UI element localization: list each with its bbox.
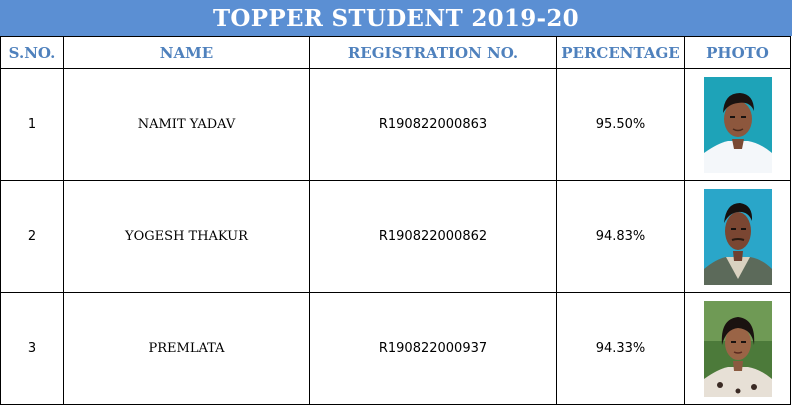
cell-name: PREMLATA [64, 293, 310, 405]
student-photo [704, 77, 772, 173]
header-registration: REGISTRATION NO. [310, 37, 557, 69]
header-name: NAME [64, 37, 310, 69]
header-sno: S.NO. [1, 37, 64, 69]
cell-registration: R190822000863 [310, 69, 557, 181]
table-row [1, 69, 791, 181]
cell-percentage: 94.33% [557, 293, 685, 405]
cell-percentage: 94.83% [557, 181, 685, 293]
header-percentage: PERCENTAGE [557, 37, 685, 69]
cell-sno: 3 [1, 293, 64, 405]
cell-photo [685, 181, 791, 293]
cell-registration: R190822000862 [310, 181, 557, 293]
student-photo [704, 189, 772, 285]
cell-percentage: 95.50% [557, 69, 685, 181]
cell-name: YOGESH THAKUR [64, 181, 310, 293]
header-photo: PHOTO [685, 37, 791, 69]
cell-sno: 1 [1, 69, 64, 181]
cell-photo [685, 69, 791, 181]
page-title: TOPPER STUDENT 2019-20 [0, 0, 792, 36]
topper-table [0, 36, 791, 405]
cell-registration: R190822000937 [310, 293, 557, 405]
cell-name: NAMIT YADAV [64, 69, 310, 181]
table-row [1, 181, 791, 293]
student-photo [704, 301, 772, 397]
cell-sno: 2 [1, 181, 64, 293]
cell-photo [685, 293, 791, 405]
table-row [1, 293, 791, 405]
header-row [1, 37, 791, 69]
